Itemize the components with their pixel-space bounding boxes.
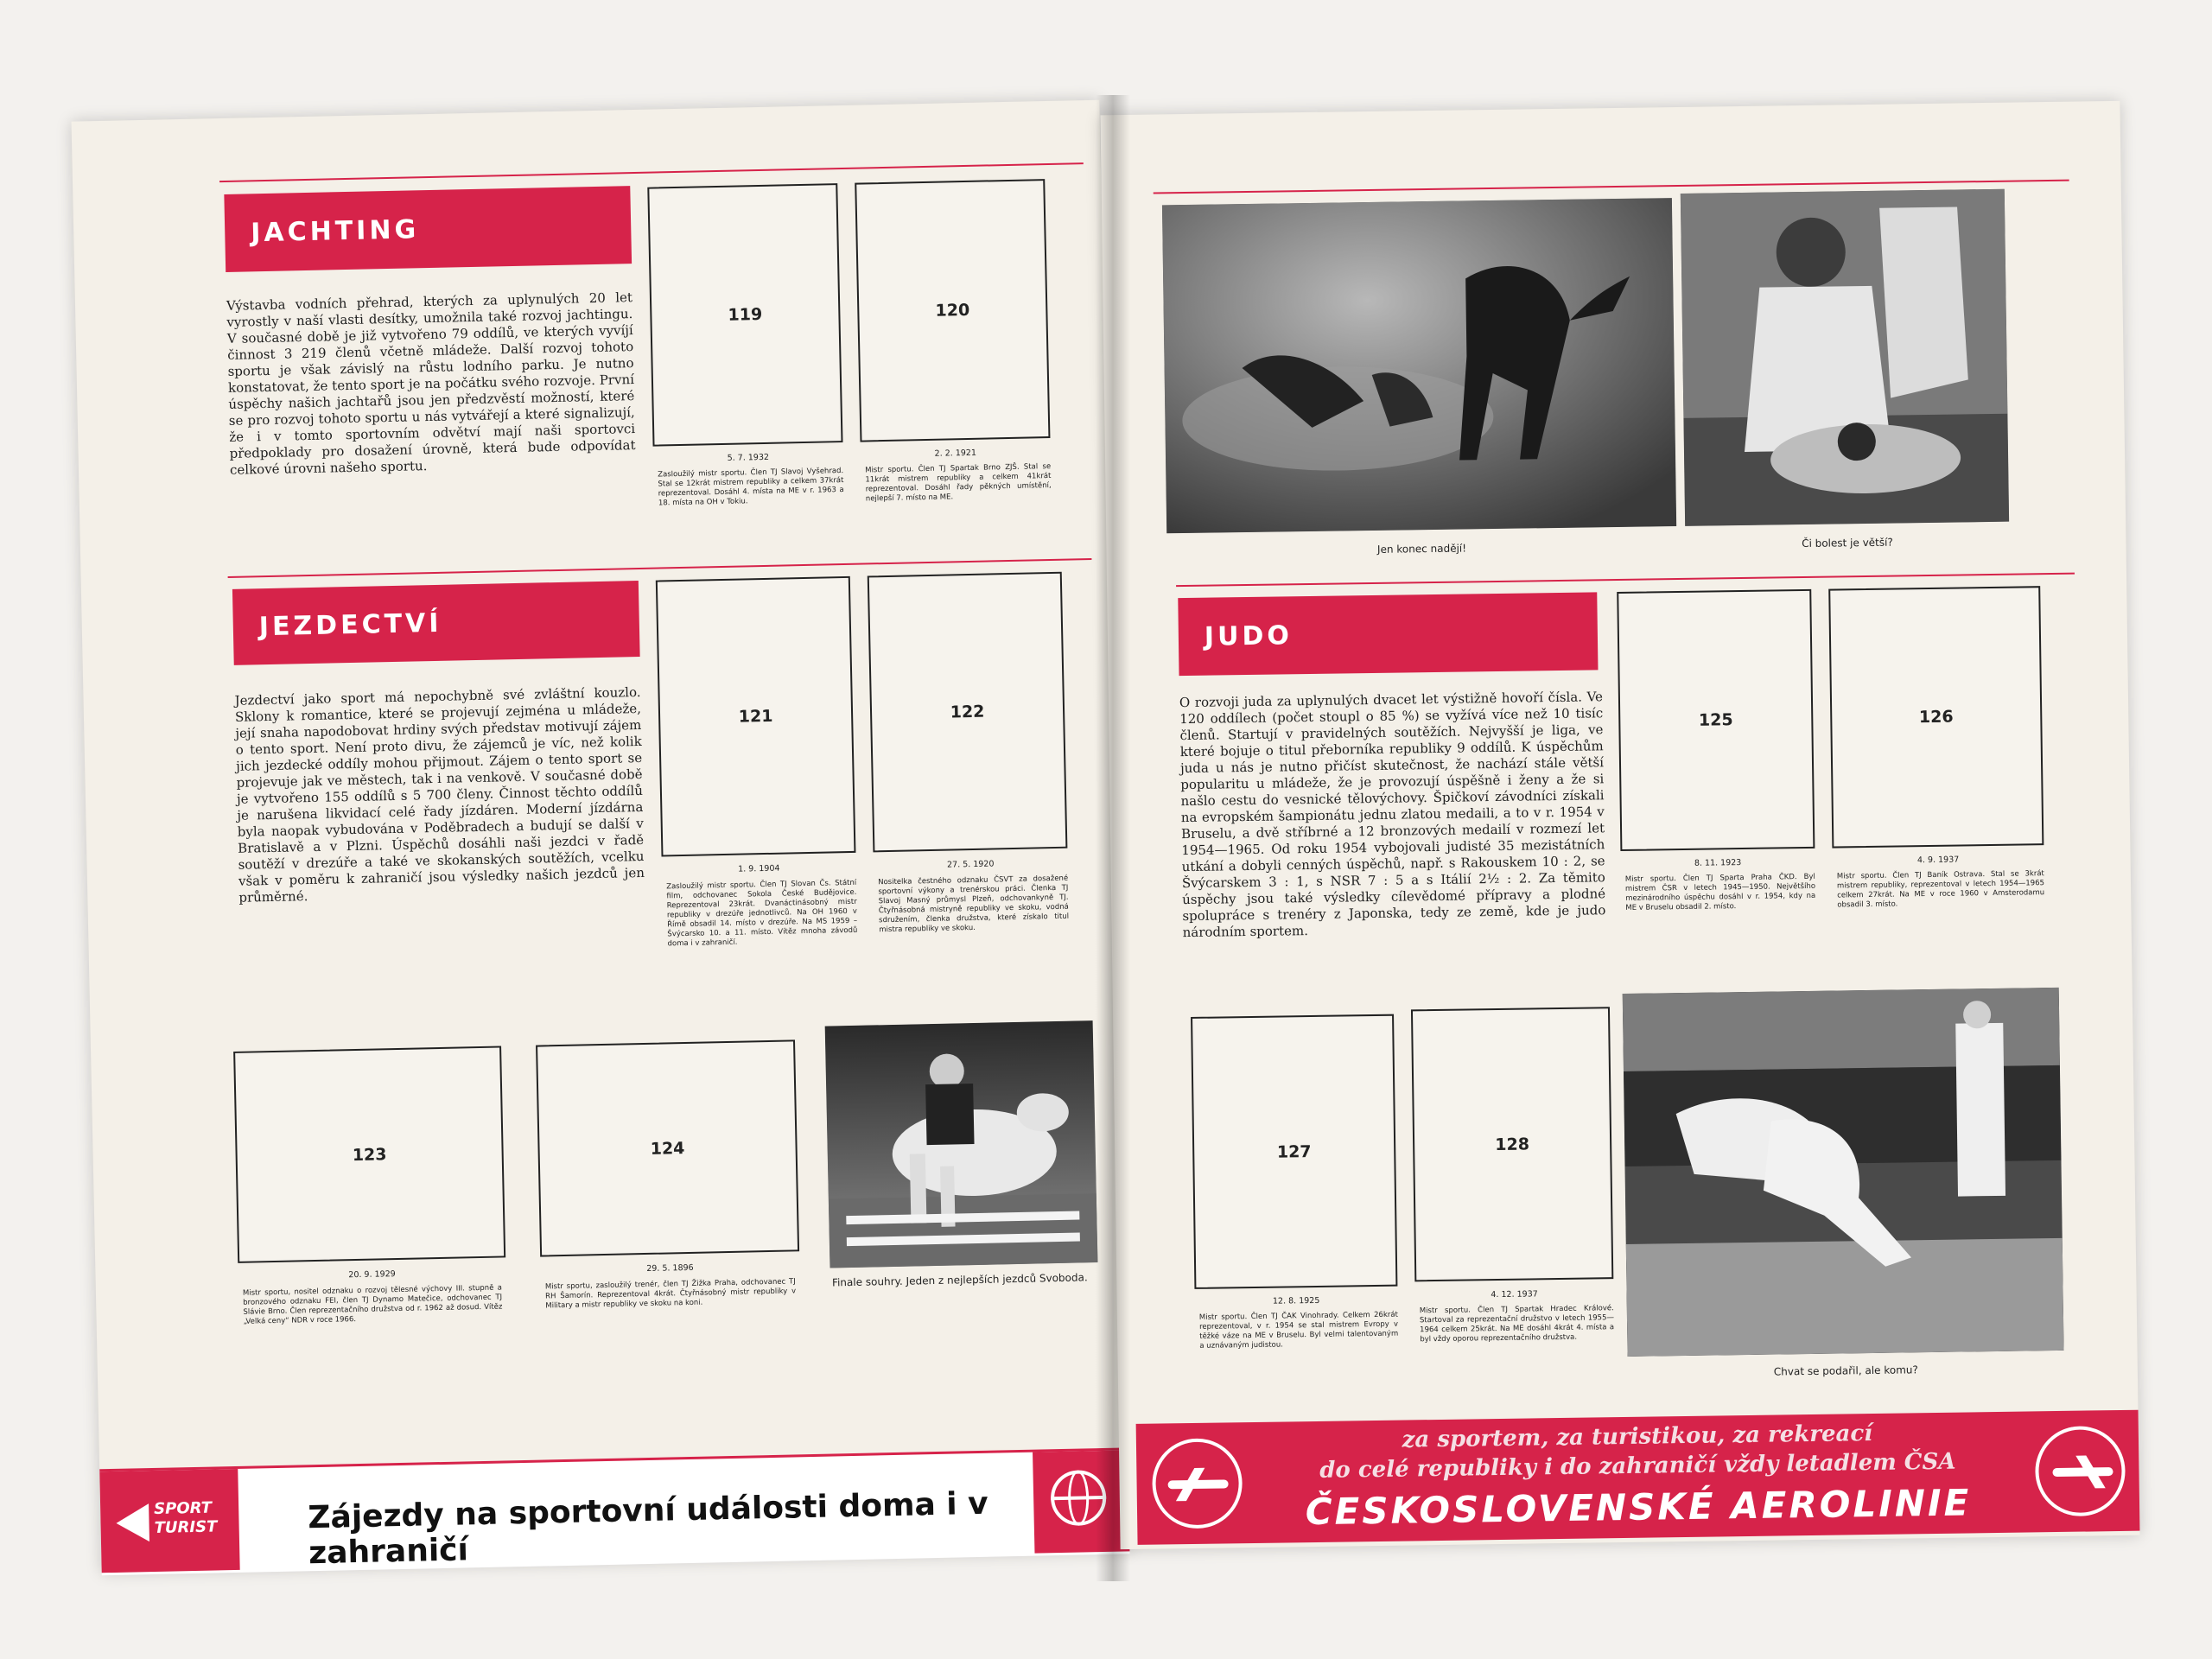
slot-caption: Mistr sportu. Člen TJ Spartak Brno ZJŠ. Stal se 11krát mistrem republiky a celkem 41krát reprezentoval. Dosáhl řady pěkných umístění, nejlepší 7. místo na ME. [865,461,1052,504]
book-spine [1096,95,1130,1581]
slot-caption: Zasloužilý mistr sportu. Člen TJ Slovan Čs. Státní film, odchovanec Sokola České Budějovice. Reprezentoval 23krát. Dvanáctinásobný mistr republiky v drezúře jednotlivců. Na OH 1960 v Římě obsadil 14. místo v drezúře. Na MS 1959 – Švýcarsko 10. a 11. místo. Vítěz mnoha závodů doma i v zahraničí. [666,878,858,949]
jachting-text: Výstavba vodních přehrad, kterých za uplynulých 20 let vyrostly v naší vlasti desítky, umožnila také rozvoj jachtingu. V současné době je již vytvořeno 79 oddílů, ve kterých vyvíjí činnost 3 219 členů včetně mládeže. Další rozvoj tohoto sportu je však závislý na růstu lodního parku. Je nutno konstatovat, že tento sport je na počátku svého rozvoje. První úspěchy našich jachtařů jsou jen předzvěstí možností, které se pro rozvoj tohoto sportu u nás vytvářejí a které signalizují, že i v tomto sportovním odvětví mají naši sportovci předpoklady pro dosažení úrovně, která bude odpovídat celkové úrovni našeho sportu. [226,289,636,478]
photo-horse-fall [1162,198,1676,533]
slot-caption: Mistr sportu. Člen TJ ČAK Vinohrady. Celkem 26krát reprezentoval, v r. 1954 se stal mistrem Evropy v těžké váze na ME v Bruselu. Byl velmi talentovaným a uznávaným judistou. [1198,1310,1399,1351]
csa-line1: za sportem, za turistikou, za rekreací [1402,1420,1873,1453]
left-page [72,100,1130,1573]
slot-date: 8. 11. 1923 [1694,858,1742,868]
injured-rider-illustration [1681,189,2009,526]
slot-caption: Zasloužilý mistr sportu. Člen TJ Slavoj Vyšehrad. Stal se 12krát mistrem republiky a celkem 37krát reprezentoval. Dosáhl 4. místa na ME v r. 1963 a 18. místa na OH v Tokiu. [658,467,844,508]
sticker-slot-122[interactable]: 122 [868,572,1068,853]
sticker-slot-127[interactable]: 127 [1191,1014,1397,1289]
slot-caption: Mistr sportu. Člen TJ Spartak Hradec Králové. Startoval za reprezentační družstvo v letech 1955—1964 celkem 25krát. Na ME dosáhl 4krát 4. místa a byl vždy oporou reprezentačního družstva. [1419,1304,1615,1344]
csa-plane-icon [1152,1438,1243,1529]
slot-date: 4. 12. 1937 [1491,1289,1538,1300]
sticker-slot-128[interactable]: 128 [1411,1007,1613,1281]
slot-caption: Mistr sportu. Člen TJ Baník Ostrava. Stal se 3krát mistrem republiky, reprezentoval v letech 1954—1965 celkem 27krát. Na ME v roce 1960 v Amsterodamu obsadil 3. místo. [1836,869,2045,910]
section-rule [1176,573,2075,588]
section-rule [219,162,1084,182]
slot-caption: Mistr sportu, nositel odznaku o rozvoj tělesné výchovy III. stupně a bronzového odznaku FEI, člen TJ Dynamo Matečice, odchovanec TJ Slávie Brno. Člen reprezentačního družstva od r. 1962 až dosud. Vítěz „Velká ceny“ NDR v roce 1966. [242,1283,503,1326]
slot-caption: Mistr sportu, zasloužilý trenér, člen TJ Žižka Praha, odchovanec TJ RH Šamorín. Reprezentoval 4krát. Čtyřnásobný mistr republiky v Military a mistr republiky ve skoku na koni. [544,1277,797,1311]
sportturist-slogan: Zájezdy na sportovní události doma i v zahraničí [308,1485,989,1572]
sportturist-ad [99,1447,1129,1575]
sticker-slot-121[interactable]: 121 [656,576,856,857]
section-title-jezdectvi: JEZDECTVÍ [232,581,640,665]
slot-date: 12. 8. 1925 [1272,1295,1320,1306]
sticker-slot-125[interactable]: 125 [1617,589,1815,851]
slot-date: 20. 9. 1929 [348,1269,396,1281]
slot-date: 29. 5. 1896 [646,1262,694,1274]
section-title-jachting: JACHTING [224,186,632,272]
photo-caption: Chvat se podařil, ale komu? [1773,1363,1918,1378]
sticker-slot-123[interactable]: 123 [233,1046,505,1262]
slot-caption: Mistr sportu. Člen TJ Sparta Praha ČKD. Byl mistrem ČSR v letech 1945—1950. Největšího mezinárodního úspěchu dosáhl v r. 1954, kdy na ME v Bruselu obsadil 2. místo. [1624,872,1816,912]
arrow-left-icon [116,1503,149,1542]
photo-caption: Jen konec nadějí! [1376,542,1467,556]
sticker-slot-124[interactable]: 124 [536,1039,799,1256]
right-page [1100,101,2139,1549]
judo-text: O rozvoji juda za uplynulých dvacet let výstižně hovoří čísla. Ve 120 oddílech (počet stoupl o 85 %) se vyžívá více než 10 tisíc členů. Startují v pravidelných soutěžích. Nejvyšší je liga, ve které bojuje o titul přeborníka republiky 9 oddílů. K úspěchům juda u nás je nutno přičíst skutečnost, že nachází stále větší popularitu u mládeže, že je provozují úspěšně i ženy a že si našlo cestu do vesnické tělovýchovy. Špičkoví závodníci získali na evropském šampionátu jednu zlatou medaili, a to v r. 1954 v Bruselu, a dvě stříbrné a 12 bronzových medailí v rozmezí let 1954—1965. Od roku 1954 vybojovali judisté 35 mezistátních utkání a dobyli cenných úspěchů, např. s Rakouskem 10 : 2, se Švýcarskem 3 : 1, s NSR 7 : 5 a s Itálií 2½ : 2. Za těmito úspěchy jsou také výsledky cílevědomé přípravy a plodné spolupráce s trenéry z Japonska, tedy ze země, kde je judo národním sportem. [1179,689,1606,941]
slot-date: 5. 7. 1932 [727,452,770,463]
judo-throw-illustration [1623,988,2064,1357]
csa-line3: ČESKOSLOVENSKÉ AEROLINIE [1305,1481,1972,1534]
sticker-slot-120[interactable]: 120 [855,179,1050,442]
photo-judo-throw [1623,988,2064,1357]
logo-text-turist: TURIST [154,1517,218,1537]
show-jumping-illustration [825,1020,1098,1268]
photo-caption: Či bolest je větší? [1802,536,1893,550]
horse-fall-illustration [1162,198,1676,533]
csa-line2: do celé republiky i do zahraničí vždy letadlem ČSA [1319,1448,1956,1484]
sticker-slot-119[interactable]: 119 [647,183,842,447]
photo-injured-rider [1681,189,2009,526]
slot-date: 4. 9. 1937 [1916,855,1960,866]
sportturist-logo [99,1469,239,1573]
photo-show-jumping [825,1020,1098,1268]
csa-plane-icon [2035,1426,2126,1516]
photo-caption: Finale souhry. Jeden z nejlepších jezdců Svoboda. [831,1271,1088,1289]
sticker-slot-126[interactable]: 126 [1828,586,2044,848]
slot-date: 2. 2. 1921 [934,448,977,459]
csa-ad [1136,1410,2140,1545]
slot-date: 27. 5. 1920 [946,859,995,870]
slot-caption: Nositelka čestného odznaku ČSVT za dosažené sportovní výkony a trenérskou práci. Členka TJ Slavoj Masný průmysl Plzeň, odchovankyně TJ. Čtyřnásobná mistryně republiky ve skoku, vodná sdružením, členka družstva, které získalo titul mistra republiky ve skoku. [878,874,1070,935]
slot-date: 1. 9. 1904 [738,863,780,874]
jezdectvi-text: Jezdectví jako sport má nepochybně své zvláštní kouzlo. Sklony k romantice, které se projevují zejména u mládeže, její snaha napodobovat hrdiny svých představ motivují zájem o tento sport. Není proto divu, že zájemců je víc, než kolik jich jezdecké oddíly mohou přijmout. Zájem o tento sport se projevuje jak ve městech, tak i na venkově. V současné době je vytvořeno 155 oddílů s 5 700 členy. Činnost těchto oddílů je narušena likvidací celé řady jízdáren. Moderní jízdárna byla naopak vybudována v Poděbradech a budují se další v Bratislavě a v Plzni. Úspěchů dosáhli naši jezdci v řadě soutěží v drezúře a také ve skokanských soutěžích, vcelku však v poměru k zahraničí jsou výsledky našich jezdců jen průměrné. [234,683,645,906]
section-title-judo: JUDO [1178,592,1598,676]
logo-text-sport: SPORT [153,1498,213,1518]
